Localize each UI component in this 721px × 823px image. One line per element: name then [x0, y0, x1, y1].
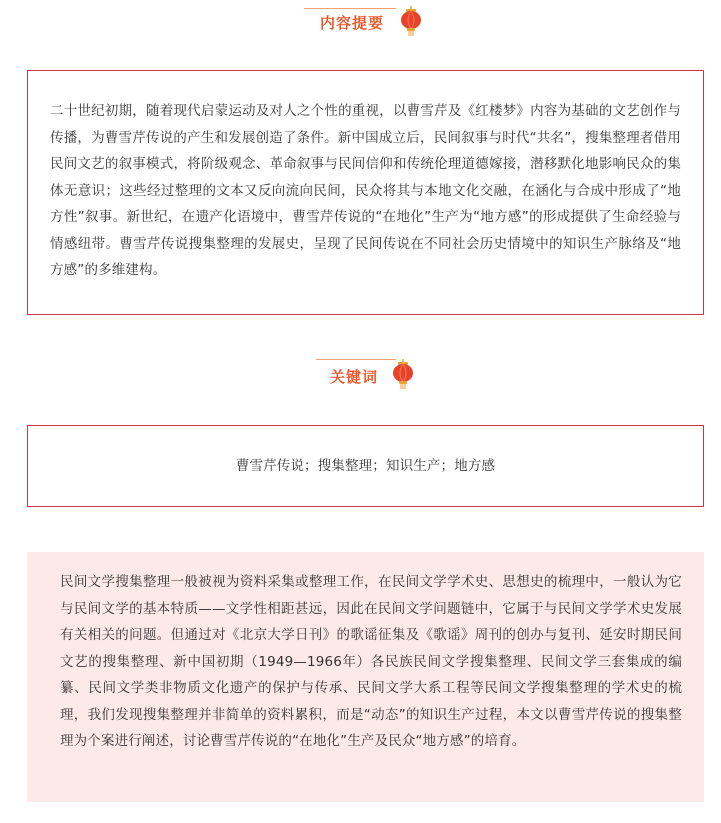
- lantern-icon: [400, 6, 422, 36]
- keywords-box: [27, 425, 704, 507]
- body-box: [27, 552, 704, 802]
- keywords-title: 关键词: [330, 368, 379, 386]
- body-text: 民间文学搜集整理一般被视为资料采集或整理工作，在民间文学学术史、思想史的梳理中，一般认为它与民间文学的基本特质——文学性相距甚远，因此在民间文学问题链中，它属于与民间文学学术史发展有关相关的问题。但通过对《北京大学日刊》的歌谣征集及《歌谣》周刊的创办与复刊、延安时期民间文艺的搜集整理、新中国初期（1949—1966年）各民族民间文学搜集整理、民间文学三套集成的编纂、民间文学类非物质文化遗产的保护与传承、民间文学大系工程等民间文学搜集整理的学术史的梳理，我们发现搜集整理并非简单的资料累积，而是“动态”的知识生产过程，本文以曹雪芹传说的搜集整理为个案进行阐述，讨论曹雪芹传说的“在地化”生产及民众“地方感”的培育。: [60, 574, 682, 749]
- summary-header: [0, 4, 721, 40]
- lantern-icon: [392, 359, 414, 389]
- summary-box: [27, 70, 704, 315]
- keywords-header-line: [316, 359, 396, 360]
- keywords-header: [0, 355, 721, 391]
- summary-title: 内容提要: [320, 14, 385, 32]
- summary-text: 二十世纪初期，随着现代启蒙运动及对人之个性的重视，以曹雪芹及《红楼梦》内容为基础的文艺创作与传播，为曹雪芹传说的产生和发展创造了条件。新中国成立后，民间叙事与时代“共名”，搜集整理者借用民间文艺的叙事模式，将阶级观念、革命叙事与民间信仰和传统伦理道德嫁接，潜移默化地影响民众的集体无意识；这些经过整理的文本又反向流向民间，民众将其与本地文化交融，在涵化与合成中形成了“地方性”叙事。新世纪，在遗产化语境中，曹雪芹传说的“在地化”生产为“地方感”的形成提供了生命经验与情感纽带。曹雪芹传说搜集整理的发展史，呈现了民间传说在不同社会历史情境中的知识生产脉络及“地方感”的多维建构。: [50, 103, 681, 278]
- keywords-text: 曹雪芹传说；搜集整理；知识生产；地方感: [235, 457, 496, 474]
- summary-header-line: [304, 8, 396, 9]
